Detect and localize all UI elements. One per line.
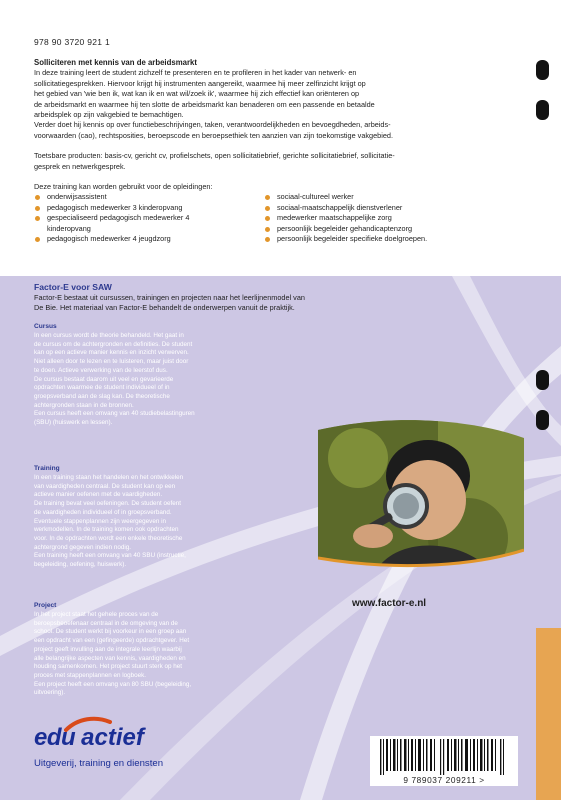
logo-swoosh-icon xyxy=(64,716,112,732)
body-line: begeleiding, oefening, huiswerk). xyxy=(34,561,127,569)
binder-hole xyxy=(536,410,549,430)
isbn-text: 978 90 3720 921 1 xyxy=(34,37,111,47)
list-item: persoonlijk begeleider specifieke doelgroepen. xyxy=(264,234,494,244)
list-item: onderwijsassistent xyxy=(34,192,264,202)
list-item: pedagogisch medewerker 4 jeugdzorg xyxy=(34,234,264,244)
factor-e-title: Factor-E voor SAW xyxy=(34,282,112,292)
logo-edu: edu xyxy=(34,724,76,751)
programs-right xyxy=(264,192,494,244)
body-line: een opdracht van een (gefingeerde) opdrachtgever. Het xyxy=(34,637,190,645)
description-line: In deze training leert de student zichzelf te presenteren en te profileren in het kader van netwerk- en xyxy=(34,68,357,78)
products-line: gesprek en netwerkgesprek. xyxy=(34,161,126,171)
training-heading: Training xyxy=(34,465,60,472)
factor-e-description xyxy=(34,293,484,314)
body-line: Een cursus heeft een omvang van 40 studiebelastinguren xyxy=(34,410,195,418)
description-line: het gebied van 'wie ben ik, wat kan ik en wat wil/zoek ik', waarmee hij zich effectief kan oriënteren op xyxy=(34,89,360,99)
barcode xyxy=(370,736,518,786)
binder-hole xyxy=(536,100,549,120)
description-line: Verder doet hij kennis op over functiebeschrijvingen, taken, verantwoordelijkheden en bevoegdheden, arbeids- xyxy=(34,120,391,130)
programs-list xyxy=(34,192,494,244)
description-line: voorwaarden (cao), rechtsposities, beroepscode en beroepsethiek ten aanzien van zijn toekomstige vakgebied. xyxy=(34,130,393,140)
factor-line: De Bie. Het materiaal van Factor-E behandelt de onderwerpen vanuit de praktijk. xyxy=(34,303,295,313)
body-line: In het project staat het gehele proces van de xyxy=(34,611,159,618)
body-line: De training bevat veel oefeningen. De student oefent xyxy=(34,500,182,508)
training-body xyxy=(34,474,260,570)
cursus-heading: Cursus xyxy=(34,323,57,330)
body-line: van vaardigheden centraal. De student kan op een xyxy=(34,482,176,490)
list-item: sociaal-cultureel werker xyxy=(264,192,494,202)
body-line: alle belangrijke aspecten van kennis, vaardigheden en xyxy=(34,654,186,662)
body-line: (SBU) (huiswerk en lessen). xyxy=(34,419,113,427)
body-line: proces met stappenplannen en logboek. xyxy=(34,671,147,679)
body-line: project geeft invulling aan de integrale leerlijn waarbij xyxy=(34,645,182,653)
body-line: Niet alleen door te lezen en te luisteren, maar juist door xyxy=(34,358,189,366)
list-item: persoonlijk begeleider gehandicaptenzorg xyxy=(264,224,494,234)
body-line: groepsverband aan de slag kan. De theoretische xyxy=(34,392,170,400)
child-magnifier-photo xyxy=(318,418,524,570)
training-title: Solliciteren met kennis van de arbeidsmarkt xyxy=(34,58,197,67)
description-line: arbeidsplek op zijn vakgebied te bemachtigen. xyxy=(34,110,184,120)
upper-section xyxy=(0,0,561,276)
barcode-number: 9 789037 209211 > xyxy=(403,775,485,785)
body-line: uitvoering). xyxy=(34,689,66,697)
description-line: de arbeidsmarkt en waarmee hij ten slotte de arbeidsmarkt kan benaderen om een passende en betaalde xyxy=(34,99,375,109)
body-line: beroepsbeoefenaar centraal in de omgeving van de xyxy=(34,619,178,627)
body-line: werkmodellen. In de training komen ook opdrachten xyxy=(34,526,179,534)
binder-hole xyxy=(536,60,549,80)
orange-side-bar xyxy=(536,628,561,800)
binder-hole xyxy=(536,370,549,390)
body-line: achtergrond gegeven indien nodig. xyxy=(34,543,131,551)
body-line: de vaardigheden individueel of in groepsverband. xyxy=(34,508,172,516)
cursus-body xyxy=(34,332,260,428)
body-line: Eventuele stappenplannen zijn weergegeven in xyxy=(34,517,166,525)
list-item: sociaal-maatschappelijk dienstverlener xyxy=(264,203,494,213)
factor-line: Factor-E bestaat uit cursussen, trainingen en projecten naar het leerlijnenmodel van xyxy=(34,293,305,302)
body-line: voor. In de opdrachten wordt een enkele theoretische xyxy=(34,534,183,542)
body-line: houding samenkomen. Het project stuurt sterk op het xyxy=(34,663,183,671)
body-line: de cursus om de achtergronden en definities. De student xyxy=(34,340,193,348)
list-item: gespecialiseerd pedagogisch medewerker 4 kinderopvang xyxy=(34,213,217,234)
training-description xyxy=(34,58,512,245)
body-line: kan op een actieve manier kennis en inzicht verwerven. xyxy=(34,349,189,357)
logo-actief: actief xyxy=(81,724,144,751)
body-line: Een project heeft een omvang van 80 SBU (begeleiding, xyxy=(34,680,192,688)
edu-actief-logo xyxy=(34,724,144,752)
project-heading: Project xyxy=(34,602,57,609)
body-line: In een cursus wordt de theorie behandeld. Het gaat in xyxy=(34,332,184,339)
body-line: actieve manier oefenen met de vaardigheden. xyxy=(34,491,163,499)
body-line: De cursus bestaat daarom uit veel en gevarieerde xyxy=(34,375,174,383)
website-link[interactable]: www.factor-e.nl xyxy=(352,598,427,609)
publisher-tagline: Uitgeverij, training en diensten xyxy=(34,758,164,769)
programs-left xyxy=(34,192,264,244)
body-line: achtergronden staan in de bronnen. xyxy=(34,401,134,409)
barcode-bars xyxy=(378,739,510,775)
body-line: In een training staan het handelen en het ontwikkelen xyxy=(34,474,184,481)
project-body xyxy=(34,611,260,698)
body-line: Een training heeft een omvang van 40 SBU (instructie, xyxy=(34,552,186,560)
products-line: Toetsbare producten: basis-cv, gericht cv, profielschets, open sollicitatiebrief, gerichte sollicitatiebrief, sollicitatie- xyxy=(34,151,395,161)
body-line: te doen. Actieve verwerking van de leerstof dus. xyxy=(34,366,168,374)
body-line: school. De student werkt bij voorkeur in een groep aan xyxy=(34,628,187,636)
usage-intro: Deze training kan worden gebruikt voor de opleidingen: xyxy=(34,182,213,192)
body-line: opdrachten waarmee de student individueel of in xyxy=(34,384,170,392)
list-item: pedagogisch medewerker 3 kinderopvang xyxy=(34,203,264,213)
description-line: sollicitatiegesprekken. Hiervoor krijgt hij instrumenten aangereikt, waarmee hij meer zelfinzicht krijgt op xyxy=(34,78,366,88)
list-item: medewerker maatschappelijke zorg xyxy=(264,213,494,223)
